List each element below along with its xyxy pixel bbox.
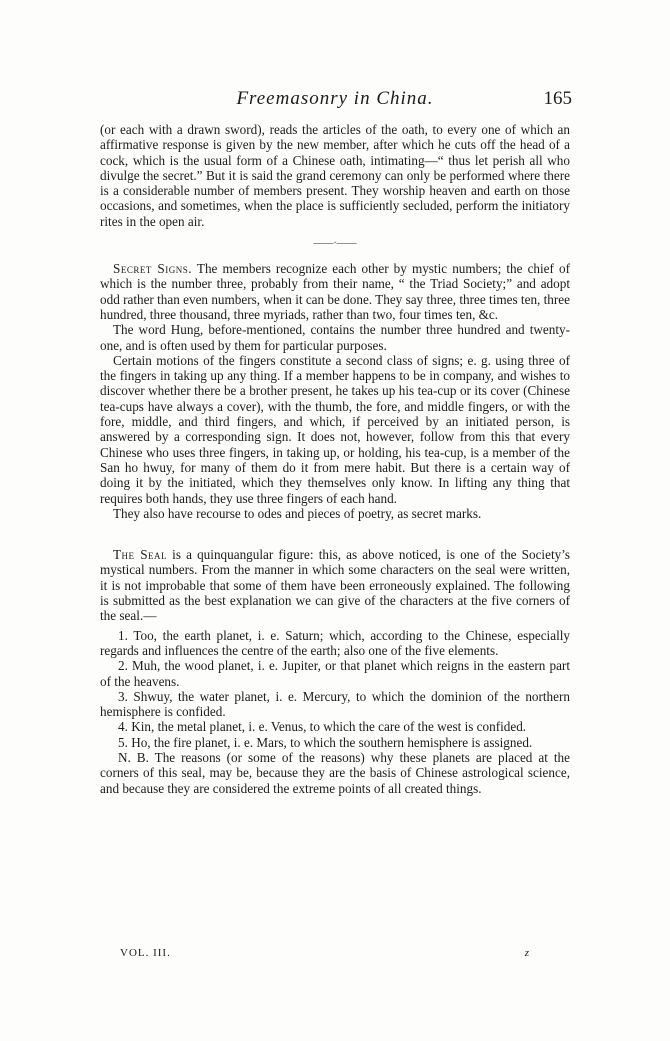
section-divider: ——·—— [313, 238, 357, 250]
secret-signs-heading: Secret Signs. [113, 261, 193, 277]
opening-paragraph: (or each with a drawn sword), reads the articles of the oath, to every one of which an affirmative response is given by the new member, after which he cuts off the head of a cock, which is the usual form of a Chinese oath, intimating—“ thus let perish all who divulge the secret.” But it is said the grand ceremony can only be performed where there is a considerable number of members present. They worship heaven and earth on those occasions, and sometimes, when the place is sufficiently secluded, perform the initiatory rites in the open air. [100, 122, 570, 229]
secret-signs-paragraph-2: The word Hung, before-mentioned, contains the number three hundred and twenty-one, and is often used by them for particular purposes. [100, 322, 570, 353]
planet-list-item: 4. Kin, the metal planet, i. e. Venus, to which the care of the west is confided. [118, 719, 527, 735]
planet-list-item: 1. Too, the earth planet, i. e. Saturn; which, according to the Chinese, especially regards and influences the centre of the earth; also one of the five elements. [100, 627, 570, 658]
sheet-mark: z [524, 947, 530, 959]
body-text [100, 122, 570, 796]
seal-intro-text: is a quinquangular figure: this, as above noticed, is one of the Society’s mystical numbers. From the manner in which some characters on the seal were written, it is not improbable that some of them have been erroneously explained. The following is submitted as the best explanation we can give of the characters at the five corners of the seal.— [100, 547, 570, 624]
planet-list-item: 5. Ho, the fire planet, i. e. Mars, to which the southern hemisphere is assigned. [118, 734, 533, 750]
page-number: 165 [543, 88, 572, 109]
volume-signature: VOL. III. [120, 947, 171, 959]
page-header [100, 88, 570, 112]
running-title: Freemasonry in China. [236, 88, 434, 109]
planet-list-item: 3. Shwuy, the water planet, i. e. Mercury, to which the dominion of the northern hemisphere is confided. [100, 688, 570, 720]
secret-signs-text-1: The members recognize each other by mystic numbers; the chief of which is the number three, probably from their name, “ the Triad Society;” and adopt odd rather than even numbers, when it can be done. They say three, three times ten, three hundred, three thousand, three myriads, rather than two, four times ten, &c. [100, 261, 570, 322]
seal-heading: The Seal [113, 547, 168, 563]
secret-signs-paragraph-3: Certain motions of the fingers constitute a second class of signs; e. g. using three of the fingers in taking up any thing. If a member happens to be in company, and wishes to discover whether there be a brother present, he takes up his tea-cup or its cover (Chinese tea-cups have always a cover), with the thumb, the fore, and middle fingers, or with the fore, middle, and third fingers, and which, if perceived by an initiated person, is answered by a corresponding sign. It does not, however, follow from this that every Chinese who uses three fingers, in taking up, or holding, his tea-cup, is a member of the San ho hwuy, for many of them do it from mere habit. But there is a certain way of doing it by the initiated, which they themselves only know. In lifting any thing that requires both hands, they use three fingers of each hand. [100, 352, 570, 506]
secret-signs-paragraph-1 [100, 261, 570, 322]
planet-list-item: 2. Muh, the wood planet, i. e. Jupiter, or that planet which reigns in the eastern part of the heavens. [100, 658, 570, 689]
secret-signs-paragraph-4: They also have recourse to odes and pieces of poetry, as secret marks. [113, 505, 482, 521]
seal-intro-paragraph [100, 547, 570, 623]
seal-note: N. B. The reasons (or some of the reasons) why these planets are placed at the corners of this seal, may be, because they are the basis of Chinese astrological science, and because they are considered the extreme points of all created things. [100, 749, 570, 796]
